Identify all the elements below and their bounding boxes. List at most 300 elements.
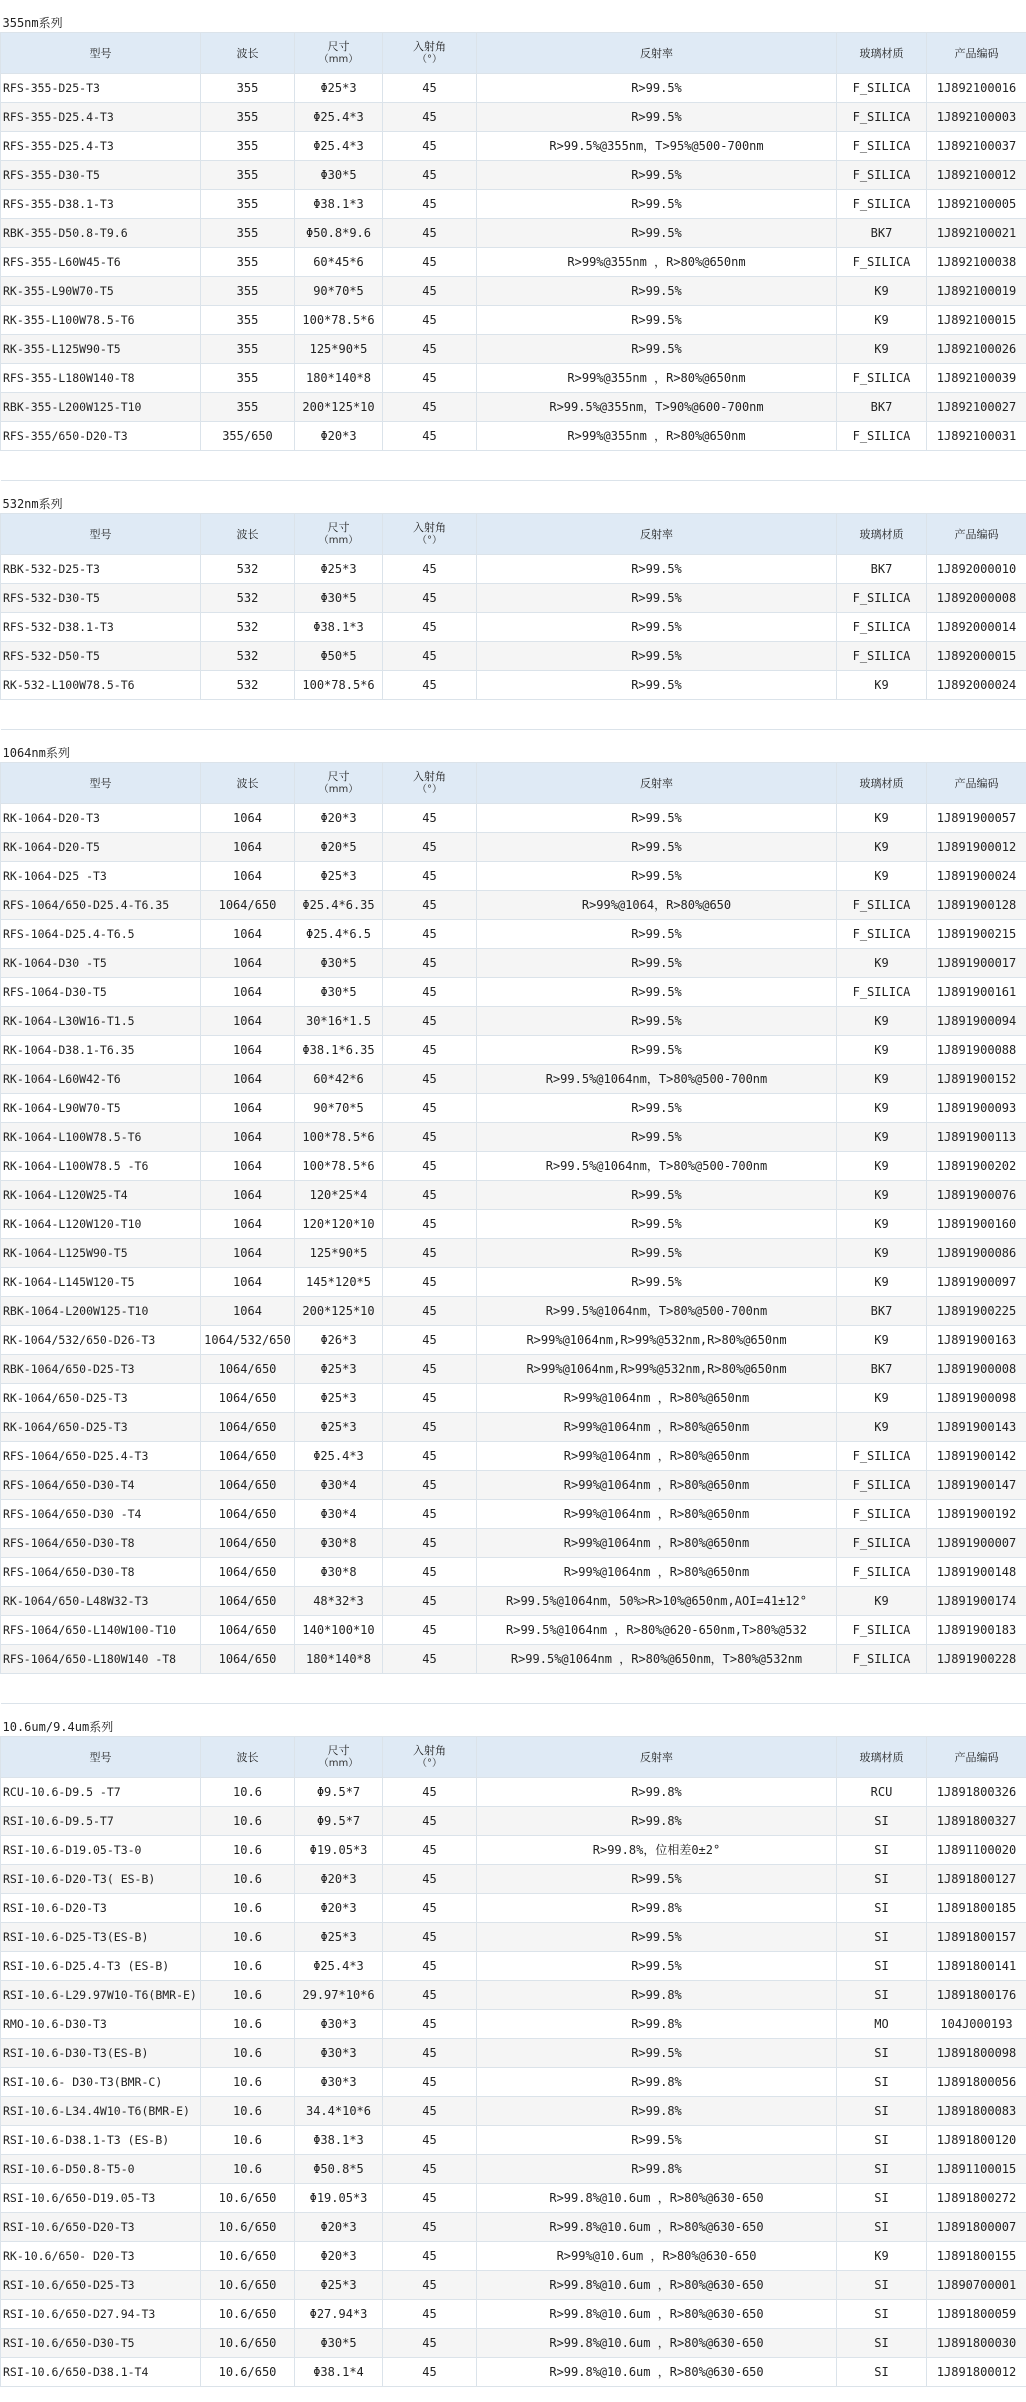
- cell-reflectance: R>99.8%: [477, 2155, 837, 2184]
- cell-code: 1J891900093: [927, 1094, 1026, 1123]
- cell-model: RK-1064-D20-T3: [1, 804, 201, 833]
- header-row: [1, 1737, 1026, 1778]
- cell-aoi: 45: [383, 1326, 477, 1355]
- cell-wavelength: 1064: [201, 1007, 295, 1036]
- cell-model: RFS-355-L180W140-T8: [1, 364, 201, 393]
- cell-reflectance: R>99.5%: [477, 277, 837, 306]
- section-title-row: [1, 0, 1026, 33]
- cell-wavelength: 355: [201, 248, 295, 277]
- cell-size: Φ25*3: [295, 862, 383, 891]
- cell-wavelength: 10.6/650: [201, 2329, 295, 2358]
- cell-aoi: 45: [383, 2271, 477, 2300]
- cell-wavelength: 1064/532/650: [201, 1326, 295, 1355]
- cell-wavelength: 355: [201, 103, 295, 132]
- cell-wavelength: 1064/650: [201, 1587, 295, 1616]
- cell-aoi: 45: [383, 1616, 477, 1645]
- cell-model: RSI-10.6-D9.5-T7: [1, 1807, 201, 1836]
- cell-wavelength: 10.6: [201, 2068, 295, 2097]
- header-reflectance: [477, 514, 837, 555]
- cell-model: RSI-10.6-D25.4-T3 (ES-B): [1, 1952, 201, 1981]
- cell-aoi: 45: [383, 2126, 477, 2155]
- cell-glass: K9: [837, 671, 927, 700]
- table-row: [1, 978, 1026, 1007]
- cell-reflectance: R>99.5%: [477, 161, 837, 190]
- cell-wavelength: 1064/650: [201, 1355, 295, 1384]
- cell-model: RSI-10.6/650-D20-T3: [1, 2213, 201, 2242]
- header-size: [295, 514, 383, 555]
- cell-code: 1J890700001: [927, 2271, 1026, 2300]
- cell-code: 1J891900225: [927, 1297, 1026, 1326]
- cell-reflectance: R>99.5%: [477, 2126, 837, 2155]
- cell-aoi: 45: [383, 2155, 477, 2184]
- cell-glass: F_SILICA: [837, 613, 927, 642]
- table-row: [1, 2358, 1026, 2387]
- cell-reflectance: R>99.5%: [477, 613, 837, 642]
- cell-reflectance: R>99%@10.6um ，R>80%@630-650: [477, 2242, 837, 2271]
- cell-aoi: 45: [383, 393, 477, 422]
- cell-wavelength: 10.6/650: [201, 2242, 295, 2271]
- section-title: 532nm系列: [2, 497, 63, 511]
- spacer-cell: [837, 451, 927, 481]
- cell-size: Φ30*4: [295, 1500, 383, 1529]
- cell-reflectance: R>99.5%: [477, 190, 837, 219]
- table-row: [1, 1326, 1026, 1355]
- table-row: [1, 833, 1026, 862]
- cell-reflectance: R>99.5%: [477, 103, 837, 132]
- cell-reflectance: R>99.5%: [477, 1865, 837, 1894]
- spacer-cell: [927, 451, 1026, 481]
- cell-reflectance: R>99.5%: [477, 335, 837, 364]
- cell-reflectance: R>99%@355nm ，R>80%@650nm: [477, 422, 837, 451]
- cell-code: 1J892100003: [927, 103, 1026, 132]
- cell-glass: SI: [837, 2039, 927, 2068]
- cell-reflectance: R>99.8%: [477, 1778, 837, 1807]
- cell-size: Φ30*3: [295, 2010, 383, 2039]
- cell-code: 1J891900007: [927, 1529, 1026, 1558]
- cell-size: 60*42*6: [295, 1065, 383, 1094]
- cell-reflectance: R>99.5%: [477, 1210, 837, 1239]
- cell-wavelength: 10.6: [201, 2010, 295, 2039]
- cell-model: RFS-532-D50-T5: [1, 642, 201, 671]
- header-wavelength: [201, 763, 295, 804]
- cell-code: 1J891900113: [927, 1123, 1026, 1152]
- table-row: [1, 1268, 1026, 1297]
- cell-aoi: 45: [383, 1152, 477, 1181]
- table-row: [1, 891, 1026, 920]
- section-title-row: [1, 730, 1026, 763]
- cell-model: RSI-10.6-D25-T3(ES-B): [1, 1923, 201, 1952]
- cell-size: Φ25*3: [295, 555, 383, 584]
- header-row: [1, 514, 1026, 555]
- table-row: [1, 1210, 1026, 1239]
- cell-size: 125*90*5: [295, 335, 383, 364]
- cell-glass: SI: [837, 1836, 927, 1865]
- cell-aoi: 45: [383, 1952, 477, 1981]
- cell-code: 1J891900163: [927, 1326, 1026, 1355]
- cell-reflectance: R>99.5%: [477, 1094, 837, 1123]
- header-model: [1, 763, 201, 804]
- cell-size: Φ20*3: [295, 1894, 383, 1923]
- header-reflectance: [477, 33, 837, 74]
- cell-reflectance: R>99.5%: [477, 584, 837, 613]
- table-row: [1, 1587, 1026, 1616]
- cell-model: RSI-10.6-L34.4W10-T6(BMR-E): [1, 2097, 201, 2126]
- cell-wavelength: 355: [201, 132, 295, 161]
- table-row: [1, 2329, 1026, 2358]
- cell-code: 1J891900183: [927, 1616, 1026, 1645]
- cell-wavelength: 10.6: [201, 1865, 295, 1894]
- spacer-cell: [295, 700, 383, 730]
- cell-aoi: 45: [383, 1210, 477, 1239]
- cell-glass: F_SILICA: [837, 190, 927, 219]
- cell-glass: F_SILICA: [837, 1645, 927, 1674]
- cell-wavelength: 10.6/650: [201, 2358, 295, 2387]
- cell-model: RCU-10.6-D9.5 -T7: [1, 1778, 201, 1807]
- cell-code: 1J891800120: [927, 2126, 1026, 2155]
- cell-wavelength: 1064: [201, 1123, 295, 1152]
- cell-glass: F_SILICA: [837, 161, 927, 190]
- cell-model: RK-10.6/650- D20-T3: [1, 2242, 201, 2271]
- cell-glass: K9: [837, 1210, 927, 1239]
- cell-model: RSI-10.6-D50.8-T5-0: [1, 2155, 201, 2184]
- cell-model: RBK-1064-L200W125-T10: [1, 1297, 201, 1326]
- cell-code: 1J891100015: [927, 2155, 1026, 2184]
- cell-aoi: 45: [383, 248, 477, 277]
- header-aoi-label: 入射角: [413, 770, 446, 783]
- cell-glass: F_SILICA: [837, 642, 927, 671]
- section-title-row: [1, 1704, 1026, 1737]
- cell-model: RK-1064-L120W25-T4: [1, 1181, 201, 1210]
- cell-wavelength: 532: [201, 613, 295, 642]
- table-row: [1, 335, 1026, 364]
- cell-reflectance: R>99.5%: [477, 1123, 837, 1152]
- header-reflectance: [477, 763, 837, 804]
- cell-model: RSI-10.6-D20-T3: [1, 1894, 201, 1923]
- cell-wavelength: 1064: [201, 920, 295, 949]
- cell-model: RFS-355-D38.1-T3: [1, 190, 201, 219]
- cell-reflectance: R>99.5%: [477, 833, 837, 862]
- table-row: [1, 2068, 1026, 2097]
- cell-wavelength: 10.6: [201, 1923, 295, 1952]
- cell-model: RBK-355-L200W125-T10: [1, 393, 201, 422]
- cell-code: 1J891900174: [927, 1587, 1026, 1616]
- cell-size: Φ30*4: [295, 1471, 383, 1500]
- cell-aoi: 45: [383, 2329, 477, 2358]
- header-glass: [837, 514, 927, 555]
- table-row: [1, 1384, 1026, 1413]
- cell-aoi: 45: [383, 2097, 477, 2126]
- cell-aoi: 45: [383, 219, 477, 248]
- cell-glass: SI: [837, 2155, 927, 2184]
- cell-glass: K9: [837, 862, 927, 891]
- section-title: 1064nm系列: [2, 746, 70, 760]
- cell-size: Φ25*3: [295, 1923, 383, 1952]
- cell-size: 120*120*10: [295, 1210, 383, 1239]
- cell-wavelength: 1064/650: [201, 1645, 295, 1674]
- cell-glass: F_SILICA: [837, 891, 927, 920]
- table-row: [1, 1952, 1026, 1981]
- cell-size: Φ38.1*3: [295, 2126, 383, 2155]
- cell-wavelength: 10.6: [201, 2097, 295, 2126]
- header-code: [927, 1737, 1026, 1778]
- cell-code: 1J891900160: [927, 1210, 1026, 1239]
- cell-code: 1J891900012: [927, 833, 1026, 862]
- cell-model: RSI-10.6/650-D38.1-T4: [1, 2358, 201, 2387]
- cell-aoi: 45: [383, 1181, 477, 1210]
- cell-size: Φ20*3: [295, 804, 383, 833]
- cell-size: Φ20*3: [295, 422, 383, 451]
- cell-wavelength: 1064: [201, 1297, 295, 1326]
- cell-wavelength: 1064: [201, 1152, 295, 1181]
- cell-aoi: 45: [383, 161, 477, 190]
- cell-reflectance: R>99.8%@10.6um ，R>80%@630-650: [477, 2358, 837, 2387]
- cell-aoi: 45: [383, 1778, 477, 1807]
- header-code-label: 产品编码: [954, 776, 999, 790]
- cell-model: RSI-10.6/650-D30-T5: [1, 2329, 201, 2358]
- cell-size: Φ50.8*5: [295, 2155, 383, 2184]
- cell-reflectance: R>99.5%: [477, 862, 837, 891]
- cell-model: RK-532-L100W78.5-T6: [1, 671, 201, 700]
- cell-wavelength: 1064: [201, 1065, 295, 1094]
- cell-wavelength: 10.6: [201, 1981, 295, 2010]
- cell-aoi: 45: [383, 103, 477, 132]
- cell-wavelength: 355: [201, 74, 295, 103]
- cell-reflectance: R>99.5%: [477, 306, 837, 335]
- cell-wavelength: 355: [201, 306, 295, 335]
- spacer-cell: [295, 451, 383, 481]
- cell-size: Φ19.05*3: [295, 2184, 383, 2213]
- cell-size: Φ38.1*3: [295, 613, 383, 642]
- cell-aoi: 45: [383, 1894, 477, 1923]
- section-title: 10.6um/9.4um系列: [2, 1720, 114, 1734]
- cell-code: 1J891800155: [927, 2242, 1026, 2271]
- cell-size: 180*140*8: [295, 364, 383, 393]
- cell-model: RK-1064/650-D25-T3: [1, 1384, 201, 1413]
- cell-size: Φ9.5*7: [295, 1807, 383, 1836]
- cell-size: Φ19.05*3: [295, 1836, 383, 1865]
- header-row: [1, 763, 1026, 804]
- cell-glass: SI: [837, 2126, 927, 2155]
- cell-wavelength: 10.6: [201, 2155, 295, 2184]
- cell-code: 1J891800157: [927, 1923, 1026, 1952]
- spacer-cell: [201, 451, 295, 481]
- cell-code: 1J892100038: [927, 248, 1026, 277]
- cell-glass: F_SILICA: [837, 1442, 927, 1471]
- table-row: [1, 949, 1026, 978]
- cell-size: Φ25*3: [295, 1384, 383, 1413]
- cell-reflectance: R>99.5%: [477, 1036, 837, 1065]
- spacer-cell: [383, 451, 477, 481]
- cell-glass: F_SILICA: [837, 422, 927, 451]
- cell-wavelength: 1064: [201, 1239, 295, 1268]
- cell-wavelength: 355: [201, 219, 295, 248]
- cell-model: RBK-355-D50.8-T9.6: [1, 219, 201, 248]
- cell-reflectance: R>99.5%@1064nm，T>80%@500-700nm: [477, 1152, 837, 1181]
- cell-model: RK-1064-L120W120-T10: [1, 1210, 201, 1239]
- cell-code: 1J891900148: [927, 1558, 1026, 1587]
- cell-code: 1J891900161: [927, 978, 1026, 1007]
- cell-size: Φ20*3: [295, 2242, 383, 2271]
- table-row: [1, 2039, 1026, 2068]
- cell-wavelength: 1064/650: [201, 1616, 295, 1645]
- cell-reflectance: R>99.5%@355nm，T>95%@500-700nm: [477, 132, 837, 161]
- cell-aoi: 45: [383, 422, 477, 451]
- cell-reflectance: R>99.5%: [477, 219, 837, 248]
- cell-reflectance: R>99.5%@1064nm，50%>R>10%@650nm,AOI=41±12°: [477, 1587, 837, 1616]
- cell-size: Φ25.4*3: [295, 1442, 383, 1471]
- cell-wavelength: 1064: [201, 862, 295, 891]
- cell-glass: K9: [837, 1181, 927, 1210]
- cell-reflectance: R>99.5%: [477, 978, 837, 1007]
- cell-size: 90*70*5: [295, 277, 383, 306]
- table-row: [1, 1181, 1026, 1210]
- cell-aoi: 45: [383, 2358, 477, 2387]
- header-glass: [837, 763, 927, 804]
- cell-wavelength: 1064/650: [201, 891, 295, 920]
- cell-model: RK-355-L90W70-T5: [1, 277, 201, 306]
- cell-code: 1J891900202: [927, 1152, 1026, 1181]
- cell-code: 1J892100026: [927, 335, 1026, 364]
- cell-reflectance: R>99%@1064nm ，R>80%@650nm: [477, 1558, 837, 1587]
- table-row: [1, 1981, 1026, 2010]
- table-row: [1, 1297, 1026, 1326]
- cell-wavelength: 10.6: [201, 2039, 295, 2068]
- cell-size: 100*78.5*6: [295, 1123, 383, 1152]
- cell-glass: SI: [837, 1981, 927, 2010]
- cell-code: 1J891900152: [927, 1065, 1026, 1094]
- cell-aoi: 45: [383, 1297, 477, 1326]
- cell-size: Φ38.1*3: [295, 190, 383, 219]
- header-aoi-unit: （°）: [417, 784, 442, 795]
- cell-code: 1J891900008: [927, 1355, 1026, 1384]
- cell-model: RBK-532-D25-T3: [1, 555, 201, 584]
- cell-code: 1J891800327: [927, 1807, 1026, 1836]
- cell-wavelength: 532: [201, 584, 295, 613]
- cell-glass: SI: [837, 2358, 927, 2387]
- cell-code: 1J891800030: [927, 2329, 1026, 2358]
- cell-code: 1J891800326: [927, 1778, 1026, 1807]
- cell-reflectance: R>99.8%: [477, 1807, 837, 1836]
- table-row: [1, 1355, 1026, 1384]
- cell-size: 29.97*10*6: [295, 1981, 383, 2010]
- cell-aoi: 45: [383, 2242, 477, 2271]
- cell-aoi: 45: [383, 335, 477, 364]
- cell-model: RSI-10.6- D30-T3(BMR-C): [1, 2068, 201, 2097]
- table-row: [1, 161, 1026, 190]
- cell-size: 48*32*3: [295, 1587, 383, 1616]
- cell-wavelength: 1064/650: [201, 1471, 295, 1500]
- cell-aoi: 45: [383, 364, 477, 393]
- header-code-label: 产品编码: [954, 527, 999, 541]
- cell-aoi: 45: [383, 862, 477, 891]
- cell-aoi: 45: [383, 891, 477, 920]
- cell-size: 34.4*10*6: [295, 2097, 383, 2126]
- cell-glass: F_SILICA: [837, 1616, 927, 1645]
- table-row: [1, 1529, 1026, 1558]
- table-row: [1, 1865, 1026, 1894]
- cell-reflectance: R>99.5%: [477, 1268, 837, 1297]
- cell-wavelength: 355: [201, 393, 295, 422]
- cell-reflectance: R>99.5%: [477, 671, 837, 700]
- cell-code: 1J891900228: [927, 1645, 1026, 1674]
- header-reflectance: [477, 1737, 837, 1778]
- table-row: [1, 364, 1026, 393]
- cell-aoi: 45: [383, 2213, 477, 2242]
- table-row: [1, 2010, 1026, 2039]
- cell-aoi: 45: [383, 1529, 477, 1558]
- cell-size: Φ50.8*9.6: [295, 219, 383, 248]
- cell-model: RSI-10.6/650-D25-T3: [1, 2271, 201, 2300]
- cell-model: RSI-10.6/650-D27.94-T3: [1, 2300, 201, 2329]
- section-spacer: [1, 700, 1026, 730]
- cell-size: Φ30*5: [295, 584, 383, 613]
- cell-aoi: 45: [383, 1865, 477, 1894]
- header-model-label: 型号: [89, 776, 112, 790]
- cell-aoi: 45: [383, 1094, 477, 1123]
- cell-code: 1J891900017: [927, 949, 1026, 978]
- cell-reflectance: R>99.5%: [477, 74, 837, 103]
- cell-size: Φ30*5: [295, 949, 383, 978]
- cell-size: Φ25.4*3: [295, 132, 383, 161]
- cell-wavelength: 10.6: [201, 1778, 295, 1807]
- cell-aoi: 45: [383, 671, 477, 700]
- cell-aoi: 45: [383, 2300, 477, 2329]
- cell-glass: K9: [837, 1065, 927, 1094]
- cell-reflectance: R>99.8%: [477, 2010, 837, 2039]
- cell-code: 1J892100012: [927, 161, 1026, 190]
- table-row: [1, 306, 1026, 335]
- cell-aoi: 45: [383, 1836, 477, 1865]
- header-size-unit: （mm）: [318, 535, 359, 546]
- cell-wavelength: 1064: [201, 1094, 295, 1123]
- table-row: [1, 190, 1026, 219]
- cell-model: RK-355-L125W90-T5: [1, 335, 201, 364]
- cell-glass: K9: [837, 1413, 927, 1442]
- cell-glass: MO: [837, 2010, 927, 2039]
- cell-size: Φ38.1*6.35: [295, 1036, 383, 1065]
- header-glass-label: 玻璃材质: [859, 46, 904, 60]
- cell-size: 100*78.5*6: [295, 306, 383, 335]
- cell-reflectance: R>99.8%，位相差0±2°: [477, 1836, 837, 1865]
- cell-model: RK-1064-L145W120-T5: [1, 1268, 201, 1297]
- spacer-cell: [1, 1674, 201, 1704]
- cell-size: Φ25*3: [295, 1355, 383, 1384]
- header-wavelength: [201, 514, 295, 555]
- cell-reflectance: R>99.8%: [477, 1981, 837, 2010]
- cell-size: Φ25.4*6.35: [295, 891, 383, 920]
- cell-wavelength: 355: [201, 364, 295, 393]
- section-title: 355nm系列: [2, 16, 63, 30]
- cell-size: 200*125*10: [295, 393, 383, 422]
- spacer-cell: [295, 1674, 383, 1704]
- header-reflectance-label: 反射率: [640, 46, 673, 60]
- cell-wavelength: 532: [201, 671, 295, 700]
- cell-code: 1J891100020: [927, 1836, 1026, 1865]
- cell-glass: K9: [837, 1384, 927, 1413]
- cell-code: 1J891900143: [927, 1413, 1026, 1442]
- cell-wavelength: 10.6/650: [201, 2184, 295, 2213]
- cell-wavelength: 1064/650: [201, 1529, 295, 1558]
- cell-model: RFS-1064/650-D30-T8: [1, 1529, 201, 1558]
- cell-code: 1J891900076: [927, 1181, 1026, 1210]
- cell-glass: BK7: [837, 219, 927, 248]
- cell-model: RMO-10.6-D30-T3: [1, 2010, 201, 2039]
- cell-model: RSI-10.6-L29.97W10-T6(BMR-E): [1, 1981, 201, 2010]
- header-model: [1, 1737, 201, 1778]
- header-aoi-label: 入射角: [413, 1744, 446, 1757]
- table-row: [1, 2097, 1026, 2126]
- cell-glass: K9: [837, 1036, 927, 1065]
